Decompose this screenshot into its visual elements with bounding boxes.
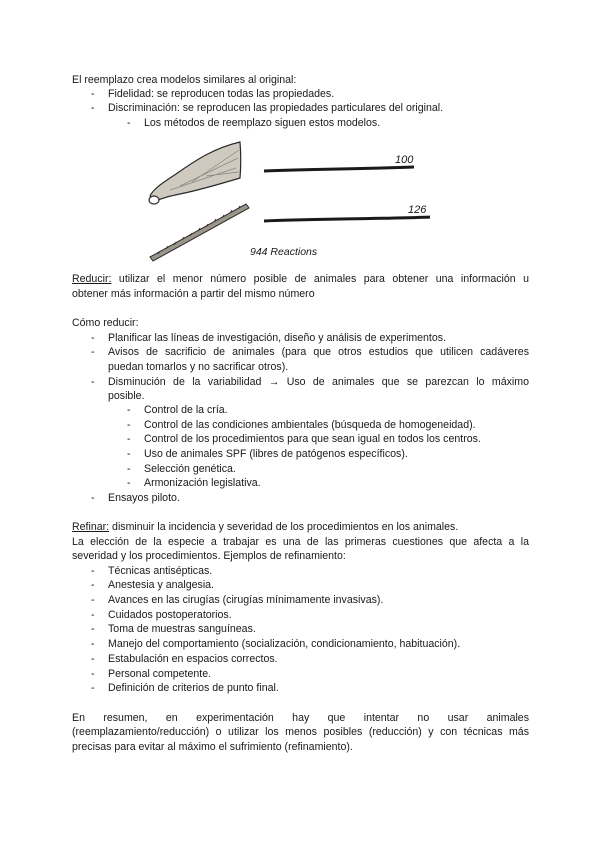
- list-item: Toma de muestras sanguíneas.: [108, 623, 256, 635]
- list-item: Planificar las líneas de investigación, diseño y análisis de experimentos.: [108, 332, 447, 344]
- bullet-dash: -: [127, 477, 131, 489]
- list-item: Avisos de sacrificio de animales (para que otros estudios que utilicen cadáveres: [108, 346, 529, 358]
- list-subitem: Selección genética.: [144, 463, 236, 475]
- refinar-paragraph-1: La elección de la especie a trabajar es una de las primeras cuestiones que afecta a la: [72, 536, 529, 548]
- label-126: 126: [408, 204, 427, 216]
- bullet-dash: -: [91, 594, 95, 606]
- list-item: Ensayos piloto.: [108, 492, 180, 504]
- list-item: Disminución de la variabilidad → Uso de animales que se parezcan lo máximo: [108, 376, 529, 388]
- summary-line-3: precisas para evitar al máximo el sufrimiento (refinamiento).: [72, 741, 353, 753]
- list-item: Manejo del comportamiento (socialización, condicionamiento, habituación).: [108, 638, 461, 650]
- reducir-line-2: obtener más información a partir del mismo número: [72, 288, 315, 300]
- bullet-dash: -: [91, 88, 95, 100]
- list-item-continued: posible.: [108, 390, 145, 402]
- reaction-figure: [140, 138, 430, 262]
- bullet-dash: -: [127, 117, 131, 129]
- section-heading: Cómo reducir:: [72, 317, 139, 329]
- list-item: Cuidados postoperatorios.: [108, 609, 232, 621]
- bullet-dash: -: [91, 492, 95, 504]
- bullet-dash: -: [91, 668, 95, 680]
- bullet-dash: -: [91, 638, 95, 650]
- list-item: Avances en las cirugías (cirugías mínimamente invasivas).: [108, 594, 384, 606]
- figure-caption: 944 Reactions: [250, 246, 318, 258]
- bullet-dash: -: [127, 448, 131, 460]
- refinar-def: disminuir la incidencia y severidad de los procedimientos en los animales.: [112, 521, 459, 533]
- bullet-dash: -: [91, 682, 95, 694]
- bullet-dash: -: [91, 653, 95, 665]
- needle-shape: [150, 204, 249, 261]
- bullet-dash: -: [127, 419, 131, 431]
- list-item: Fidelidad: se reproducen todas las propiedades.: [108, 88, 335, 100]
- bullet-dash: -: [127, 404, 131, 416]
- list-subitem: Control de la cría.: [144, 404, 228, 416]
- bullet-dash: -: [127, 463, 131, 475]
- feather-shape: [150, 142, 241, 201]
- list-item: Técnicas antisépticas.: [108, 565, 213, 577]
- bullet-dash: -: [91, 565, 95, 577]
- list-item-continued: puedan tomarlos y no sacrificar otros).: [108, 361, 289, 373]
- reducir-term: Reducir:: [72, 273, 112, 285]
- bullet-dash: -: [127, 433, 131, 445]
- list-item: Estabulación en espacios correctos.: [108, 653, 278, 665]
- refinar-line: [72, 520, 458, 534]
- list-item: Definición de criterios de punto final.: [108, 682, 279, 694]
- list-item: Personal competente.: [108, 668, 212, 680]
- line-126: [264, 217, 430, 221]
- list-subitem: Control de los procedimientos para que sean igual en todos los centros.: [144, 433, 481, 445]
- list-subitem: Armonización legislativa.: [144, 477, 261, 489]
- bullet-dash: -: [91, 609, 95, 621]
- refinar-paragraph-2: severidad y los procedimientos. Ejemplos de refinamiento:: [72, 550, 346, 562]
- summary-line-2: (reemplazamiento/reducción) o utilizar los menos posibles (reducción) y con técnicas más: [72, 726, 529, 738]
- bullet-dash: -: [91, 346, 95, 358]
- feather-tip: [149, 196, 159, 204]
- list-item: Discriminación: se reproducen las propiedades particulares del original.: [108, 102, 444, 114]
- list-item: Anestesia y analgesia.: [108, 579, 215, 591]
- bullet-dash: -: [91, 623, 95, 635]
- list-subitem: Control de las condiciones ambientales (búsqueda de homogeneidad).: [144, 419, 476, 431]
- bullet-dash: -: [91, 332, 95, 344]
- reducir-text: utilizar el menor número posible de animales para obtener una información u: [118, 273, 529, 285]
- label-100: 100: [395, 154, 414, 166]
- reaction-illustration: [140, 138, 430, 262]
- intro-line: El reemplazo crea modelos similares al original:: [72, 74, 297, 86]
- summary-line-1: En resumen, en experimentación hay que intentar no usar animales: [72, 712, 529, 724]
- line-100: [264, 167, 414, 171]
- list-subitem: Uso de animales SPF (libres de patógenos específicos).: [144, 448, 408, 460]
- reducir-line-1: [72, 272, 529, 286]
- list-subitem: Los métodos de reemplazo siguen estos modelos.: [144, 117, 381, 129]
- bullet-dash: -: [91, 376, 95, 388]
- bullet-dash: -: [91, 102, 95, 114]
- bullet-dash: -: [91, 579, 95, 591]
- refinar-term: Refinar:: [72, 521, 110, 533]
